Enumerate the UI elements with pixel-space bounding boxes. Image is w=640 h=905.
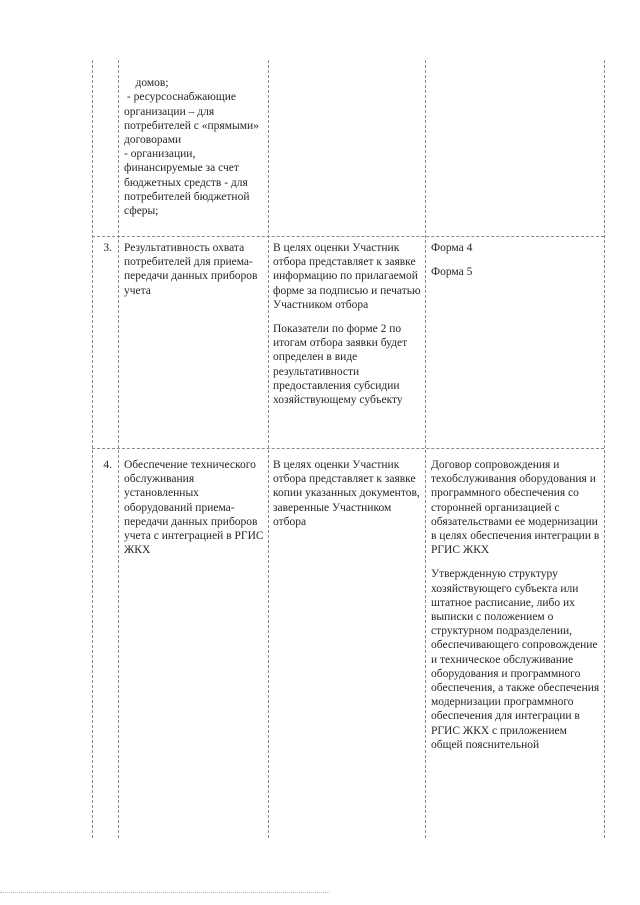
table-border-col1 <box>118 60 119 838</box>
row2-document-1: Форма 4 <box>431 242 473 254</box>
row3-criterion-text: Обеспечение технического обслуживания установленных оборудований приема-передачи данных приборов учета с интеграцией в РГИС ЖКХ <box>124 459 264 557</box>
row2-criterion-cell <box>124 241 264 298</box>
table-border-col3 <box>425 60 426 838</box>
row3-evaluation-para-1: В целях оценки Участник отбора представляет к заявке копии указанных документов, заверенные Участником отбора <box>273 459 420 528</box>
table-border-right <box>604 60 605 838</box>
table-border-col2 <box>268 60 269 838</box>
row1-criterion-cell <box>124 62 262 232</box>
row2-documents-cell <box>431 241 601 279</box>
row3-document-2: Утвержденную структуру хозяйствующего субъекта или штатное расписание, либо их выписки с положением о структурном подразделении, обеспечивающего сопровождение и техническое обслуживание оборудования и программного обеспечения, а также обеспечения модернизации программного обеспечения для интеграции в РГИС ЖКХ с приложением общей пояснительной <box>431 568 600 751</box>
row3-evaluation-cell <box>273 458 423 529</box>
row2-document-2: Форма 5 <box>431 266 473 279</box>
row2-evaluation-para-1: В целях оценки Участник отбора представляет к заявке информацию по прилагаемой форме за подписью и печатью Участником отбора <box>273 242 421 311</box>
row3-document-1: Договор сопровождения и техобслуживания оборудования и программного обеспечения со сторонней организацией с обязательствами ее модернизации в целях обеспечения интеграции в РГИС ЖКХ <box>431 459 600 557</box>
row1-criterion-text: домов; - ресурсоснабжающие организации – для потребителей с «прямыми» договорами - организации, финансируемые за счет бюджетных средств - для потребителей бюджетной сферы; <box>124 77 259 218</box>
row2-number: 3. <box>103 242 112 254</box>
row3-number: 4. <box>103 459 112 471</box>
row2-evaluation-para-2: Показатели по форме 2 по итогам отбора заявки будет определен в виде результативности предоставления субсидии хозяйствующему субъекту <box>273 323 408 407</box>
row-divider-2 <box>92 448 604 449</box>
row3-criterion-cell <box>124 458 264 557</box>
row3-documents-cell <box>431 458 601 752</box>
scan-edge-line <box>0 892 330 893</box>
table-border-left <box>92 60 93 838</box>
row2-evaluation-cell <box>273 241 423 407</box>
row-divider-1 <box>92 236 604 237</box>
row2-criterion-text: Результативность охвата потребителей для приема-передачи данных приборов учета <box>124 242 258 297</box>
